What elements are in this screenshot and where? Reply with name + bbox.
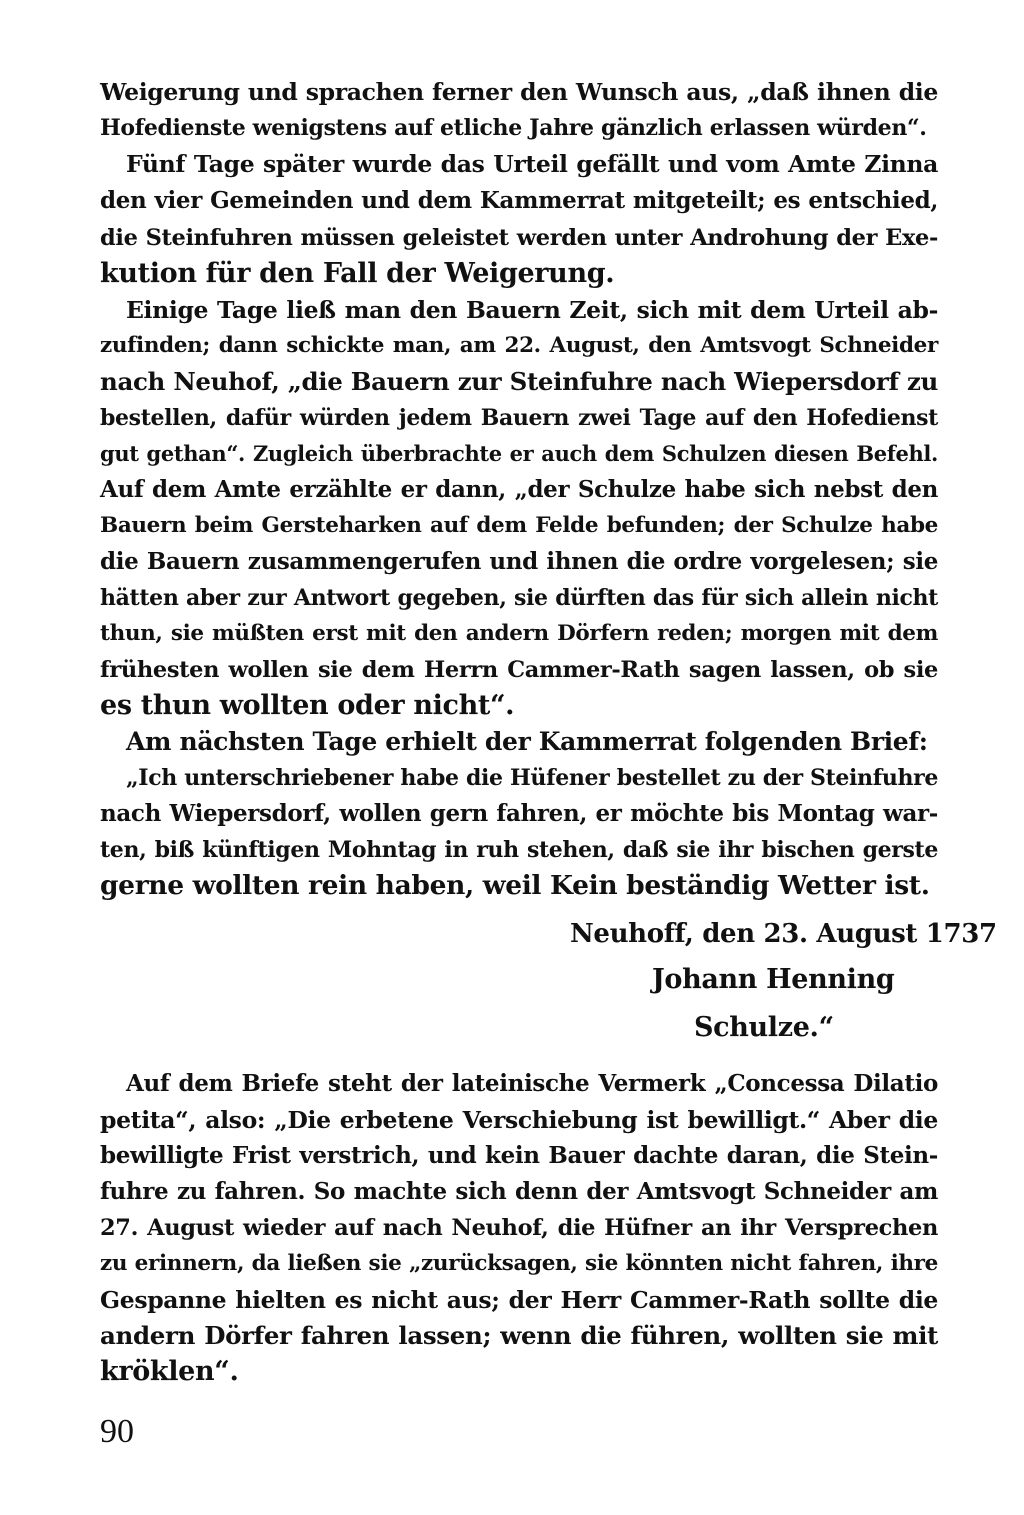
text-line: Gespanne hielten es nicht aus; der Herr Cammer-Rath sollte die <box>100 1286 938 1314</box>
text-line: bestellen, dafür würden jedem Bauern zwei Tage auf den Hofedienst <box>100 405 938 431</box>
text-line: Hofedienste wenigstens auf etliche Jahre gänzlich erlassen würden“. <box>100 115 927 141</box>
letter-signer-name: Johann Henning <box>652 964 895 995</box>
text-line: 27. August wieder auf nach Neuhof, die Hüfner an ihr Versprechen <box>100 1215 938 1241</box>
text-line: Auf dem Briefe steht der lateinische Vermerk „Concessa Dilatio <box>126 1070 938 1097</box>
text-line: Am nächsten Tage erhielt der Kammerrat folgenden Brief: <box>126 727 928 756</box>
text-line: kution für den Fall der Weigerung. <box>100 258 615 289</box>
text-line: den vier Gemeinden und dem Kammerrat mitgeteilt; es entschied, <box>100 187 938 214</box>
text-line: Einige Tage ließ man den Bauern Zeit, sich mit dem Urteil ab- <box>126 296 938 324</box>
text-line: es thun wollten oder nicht“. <box>100 690 515 721</box>
text-line: kröklen“. <box>100 1356 239 1387</box>
text-line: die Bauern zusammengerufen und ihnen die ordre vorgelesen; sie <box>100 548 938 575</box>
text-line: nach Wiepersdorf, wollen gern fahren, er möchte bis Montag war- <box>100 800 938 827</box>
text-line: zu erinnern, da ließen sie „zurücksagen, sie könnten nicht fahren, ihre <box>100 1251 938 1276</box>
text-line: fuhre zu fahren. So machte sich denn der Amtsvogt Schneider am <box>100 1178 938 1205</box>
text-line: ten, biß künftigen Mohntag in ruh stehen, daß sie ihr bischen gerste <box>100 837 938 863</box>
text-line: gut gethan“. Zugleich überbrachte er auch dem Schulzen diesen Befehl. <box>100 441 938 466</box>
text-line: petita“, also: „Die erbetene Verschiebung ist bewilligt.“ Aber die <box>100 1106 938 1134</box>
text-line: Weigerung und sprachen ferner den Wunsch aus, „daß ihnen die <box>100 78 938 106</box>
text-line: frühesten wollen sie dem Herrn Cammer-Rath sagen lassen, ob sie <box>100 657 938 683</box>
text-line: „Ich unterschriebener habe die Hüfener bestellet zu der Steinfuhre <box>126 765 938 791</box>
text-line: nach Neuhof, „die Bauern zur Steinfuhre nach Wiepersdorf zu <box>100 367 938 396</box>
text-line: Auf dem Amte erzählte er dann, „der Schulze habe sich nebst den <box>100 476 938 503</box>
text-line: Bauern beim Gersteharken auf dem Felde befunden; der Schulze habe <box>100 513 938 538</box>
text-line: thun, sie müßten erst mit den andern Dörfern reden; morgen mit dem <box>100 621 938 646</box>
letter-place-date: Neuhoff, den 23. August 1737 <box>570 919 997 949</box>
text-line: hätten aber zur Antwort gegeben, sie dürften das für sich allein nicht <box>100 585 938 611</box>
text-line: gerne wollten rein haben, weil Kein beständig Wetter ist. <box>100 870 930 901</box>
text-line: Fünf Tage später wurde das Urteil gefällt und vom Amte Zinna <box>126 150 938 178</box>
letter-signer-title: Schulze.“ <box>694 1012 834 1043</box>
page-number: 90 <box>100 1413 134 1450</box>
text-line: die Steinfuhren müssen geleistet werden unter Androhung der Exe- <box>100 225 938 251</box>
text-line: bewilligte Frist verstrich, und kein Bauer dachte daran, die Stein- <box>100 1142 938 1169</box>
text-line: zufinden; dann schickte man, am 22. August, den Amtsvogt Schneider <box>100 333 938 358</box>
text-line: andern Dörfer fahren lassen; wenn die führen, wollten sie mit <box>100 1321 938 1350</box>
